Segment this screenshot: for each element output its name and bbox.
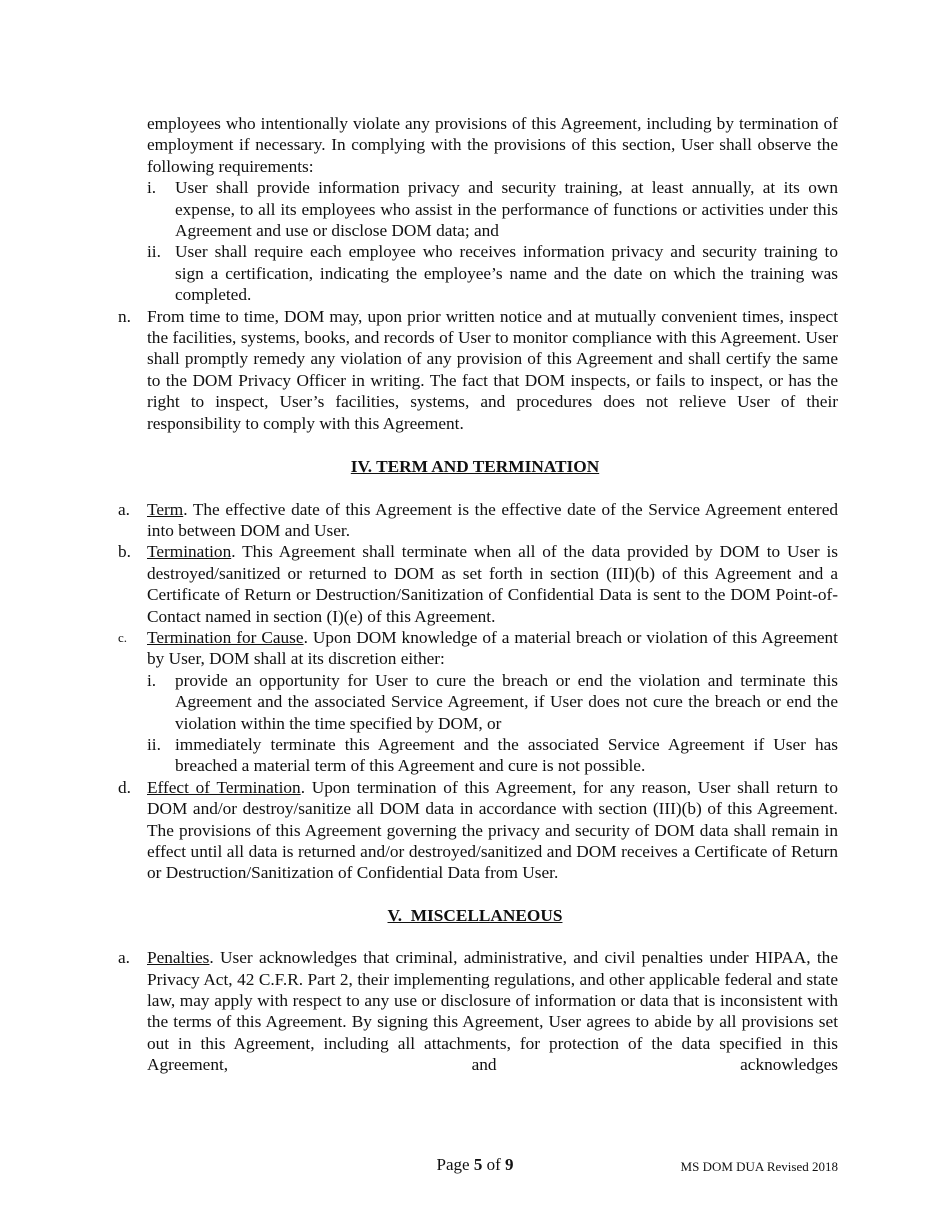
list-marker: d.	[118, 777, 131, 797]
list-item-sub-i	[147, 177, 838, 241]
list-marker: c.	[118, 629, 128, 645]
list-item-text	[147, 499, 838, 542]
item-body: . User acknowledges that criminal, administrative, and civil penalties under HIPAA, the Privacy Act, 42 C.F.R. Part 2, their implementing regulations, and other applicable federal and state law, may apply with respect to any use or disclosure of information or data that is inconsistent with the terms of this Agreement. By signing this Agreement, User agrees to abide by all provisions set out in this Agreement, including all attachments, for protection of the data specified in this Agreement, and acknowledges	[147, 948, 838, 1075]
list-item-text	[147, 627, 838, 670]
list-item-sub-ii	[147, 734, 838, 777]
list-item-sub-i	[147, 670, 838, 734]
list-item-text: From time to time, DOM may, upon prior written notice and at mutually convenient times, inspect the facilities, systems, books, and records of User to monitor compliance with this Agreement. User shall promptly remedy any violation of any provision of this Agreement and shall certify the same to the DOM Privacy Officer in writing. The fact that DOM inspects, or fails to inspect, or has the right to inspect, User’s facilities, systems, and procedures does not relieve User of their responsibility to comply with this Agreement.	[147, 306, 838, 433]
list-item-text: User shall require each employee who receives information privacy and security training to sign a certification, indicating the employee’s name and the date on which the training was completed.	[175, 242, 838, 305]
list-marker: b.	[118, 542, 131, 562]
item-body: . Upon DOM knowledge of a material breach or violation of this Agreement by User, DOM shall at its discretion either:	[147, 627, 838, 669]
list-item-term	[118, 499, 838, 542]
list-item-text	[147, 541, 838, 627]
item-title: Effect of Termination	[147, 777, 301, 797]
item-title: Termination	[147, 542, 232, 562]
list-item-termination	[118, 541, 838, 627]
section-heading-v	[0, 905, 950, 926]
item-body: . The effective date of this Agreement is the effective date of the Service Agreement entered into between DOM and User.	[147, 499, 838, 540]
item-body: . Upon termination of this Agreement, for any reason, User shall return to DOM and/or destroy/sanitize all DOM data in accordance with section (III)(b) of this Agreement. The provisions of this Agreement governing the privacy and security of DOM data shall remain in effect until all data is returned and/or destroyed/sanitized and DOM receives a Certificate of Return or Destruction/Sanitization of Confidential Data from User.	[147, 777, 838, 883]
list-marker: a.	[118, 499, 130, 519]
item-title: Term	[147, 499, 184, 519]
list-item-text: provide an opportunity for User to cure the breach or end the violation and terminate this Agreement and the associated Service Agreement, if User does not cure the breach or end the violation within the time specified by DOM, or	[175, 670, 838, 733]
list-item-termination-for-cause	[118, 627, 838, 670]
section-heading-text: V. MISCELLANEOUS	[387, 905, 563, 925]
document-body	[0, 113, 950, 1076]
list-item-n	[118, 306, 838, 434]
list-marker: i.	[147, 670, 157, 690]
list-item-sub-ii	[147, 241, 838, 305]
list-item-penalties	[118, 947, 838, 1075]
item-title: Termination for Cause	[147, 627, 304, 647]
list-item-text	[147, 947, 838, 1075]
list-marker: ii.	[147, 734, 161, 754]
page-total: 9	[504, 1155, 514, 1174]
list-marker: n.	[118, 306, 131, 326]
section-heading-iv: IV. TERM AND TERMINATION	[350, 457, 600, 477]
item-body: . This Agreement shall terminate when all of the data provided by DOM to User is destroyed/sanitized or returned to DOM as set forth in section (III)(b) of this Agreement and a Certificate of Return or Destruction/Sanitization of Confidential Data is sent to the DOM Point-of-Contact named in section (I)(e) of this Agreement.	[147, 542, 838, 626]
list-item-text: immediately terminate this Agreement and the associated Service Agreement if User has breached a material term of this Agreement and cure is not possible.	[175, 734, 838, 776]
item-title: Penalties	[147, 948, 210, 968]
list-marker: i.	[147, 178, 157, 198]
list-item-text	[147, 777, 838, 884]
page-label: Page	[436, 1155, 474, 1174]
list-item-effect-of-termination	[118, 777, 838, 884]
list-marker: a.	[118, 948, 130, 968]
list-marker: ii.	[147, 242, 161, 262]
page-of: of	[482, 1155, 505, 1174]
revision-label: MS DOM DUA Revised 2018	[680, 1159, 838, 1174]
continued-paragraph: employees who intentionally violate any provisions of this Agreement, including by termination of employment if necessary. In complying with the provisions of this section, User shall observe the following requirements:	[147, 114, 838, 176]
page-current: 5	[473, 1155, 483, 1174]
list-item-text: User shall provide information privacy and security training, at least annually, at its own expense, to all its employees who assist in the performance of functions or activities under this Agreement and use or disclose DOM data; and	[175, 178, 838, 241]
